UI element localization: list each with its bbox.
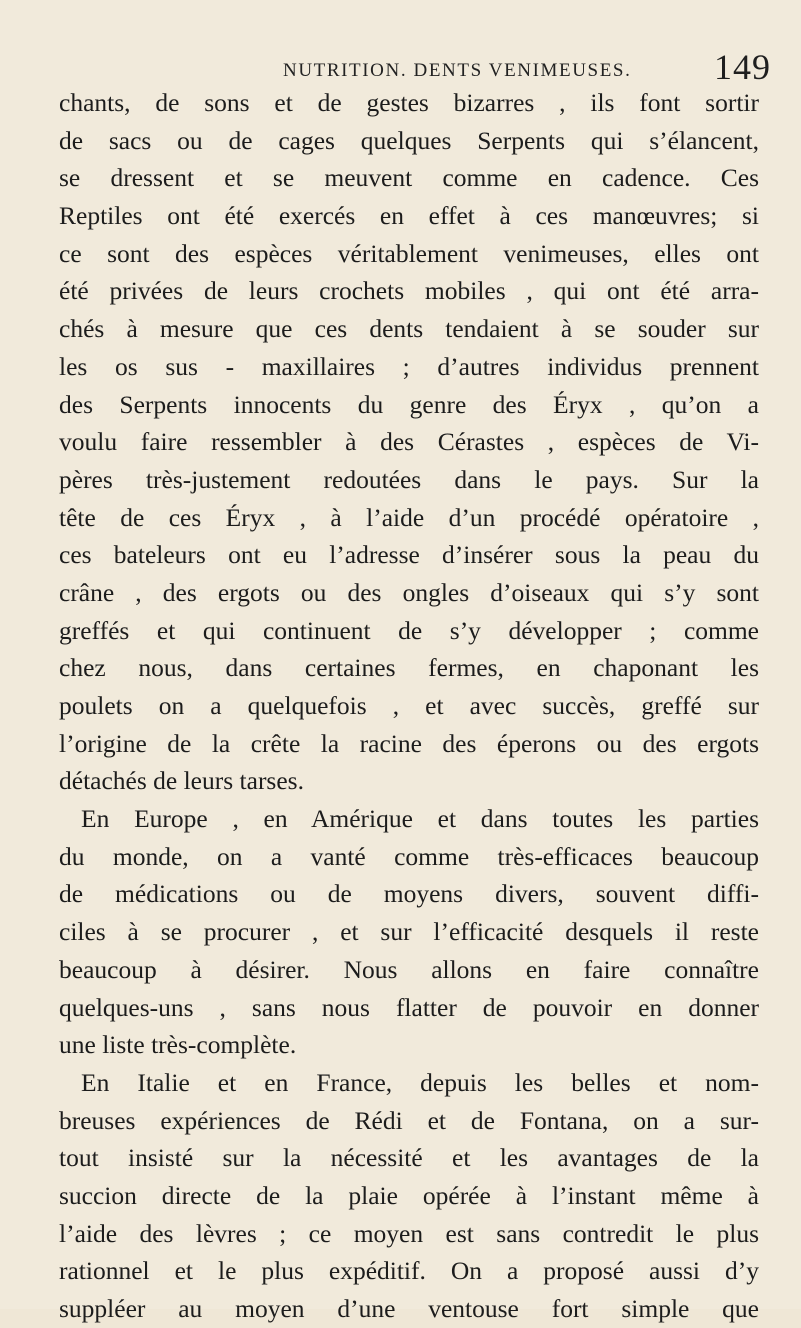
text-line: Reptiles ont été exercés en effet à ces manœuvres; si [59, 201, 759, 231]
text-line: de médications ou de moyens divers, souvent diffi- [59, 879, 759, 909]
text-line: breuses expériences de Rédi et de Fontana, on a sur- [59, 1105, 759, 1135]
paragraph-end-line: détachés de leurs tarses. [59, 766, 304, 796]
text-line: voulu faire ressembler à des Cérastes , espèces de Vi- [59, 427, 759, 457]
text-line: rationnel et le plus expéditif. On a proposé aussi d’y [59, 1256, 759, 1286]
text-line: ce sont des espèces véritablement venimeuses, elles ont [59, 238, 759, 268]
text-line: de sacs ou de cages quelques Serpents qui s’élancent, [59, 125, 759, 155]
body-text [59, 84, 759, 1328]
text-line: du monde, on a vanté comme très-efficaces beaucoup [59, 841, 759, 871]
text-line: suppléer au moyen d’une ventouse fort simple que [59, 1294, 759, 1323]
text-line: pères très-justement redoutées dans le pays. Sur la [59, 464, 759, 494]
text-line: tout insisté sur la nécessité et les avantages de la [59, 1143, 759, 1173]
text-line: succion directe de la plaie opérée à l’instant même à [59, 1180, 759, 1210]
text-line: l’origine de la crête la racine des éperons ou des ergots [59, 728, 759, 758]
text-line: ces bateleurs ont eu l’adresse d’insérer sous la peau du [59, 540, 759, 570]
text-line: se dressent et se meuvent comme en cadence. Ces [59, 163, 759, 193]
text-line: les os sus - maxillaires ; d’autres individus prennent [59, 351, 759, 381]
text-line: chés à mesure que ces dents tendaient à se souder sur [59, 314, 759, 344]
paragraph-start-line: En Italie et en France, depuis les belles et nom- [81, 1067, 759, 1097]
paragraph-start-line: En Europe , en Amérique et dans toutes les parties [81, 804, 759, 834]
text-line: poulets on a quelquefois , et avec succès, greffé sur [59, 691, 759, 720]
running-head: NUTRITION. DENTS VENIMEUSES. [283, 60, 632, 81]
text-line: crâne , des ergots ou des ongles d’oiseaux qui s’y sont [59, 577, 759, 607]
text-line: greffés et qui continuent de s’y développer ; comme [59, 615, 759, 645]
text-line: été privées de leurs crochets mobiles , qui ont été arra- [59, 276, 759, 306]
text-line: beaucoup à désirer. Nous allons en faire connaître [59, 954, 759, 984]
text-line: chants, de sons et de gestes bizarres , ils font sortir [59, 88, 759, 117]
text-line: l’aide des lèvres ; ce moyen est sans contredit le plus [59, 1218, 759, 1248]
text-line: quelques-uns , sans nous flatter de pouvoir en donner [59, 992, 759, 1022]
text-line: ciles à se procurer , et sur l’efficacité desquels il reste [59, 917, 759, 947]
paragraph-end-line: une liste très-complète. [59, 1030, 297, 1060]
page-header [0, 46, 801, 86]
text-line: tête de ces Éryx , à l’aide d’un procédé opératoire , [59, 502, 759, 532]
text-line: chez nous, dans certaines fermes, en chaponant les [59, 653, 759, 683]
page-number: 149 [714, 47, 771, 87]
text-line: des Serpents innocents du genre des Éryx , qu’on a [59, 389, 759, 419]
